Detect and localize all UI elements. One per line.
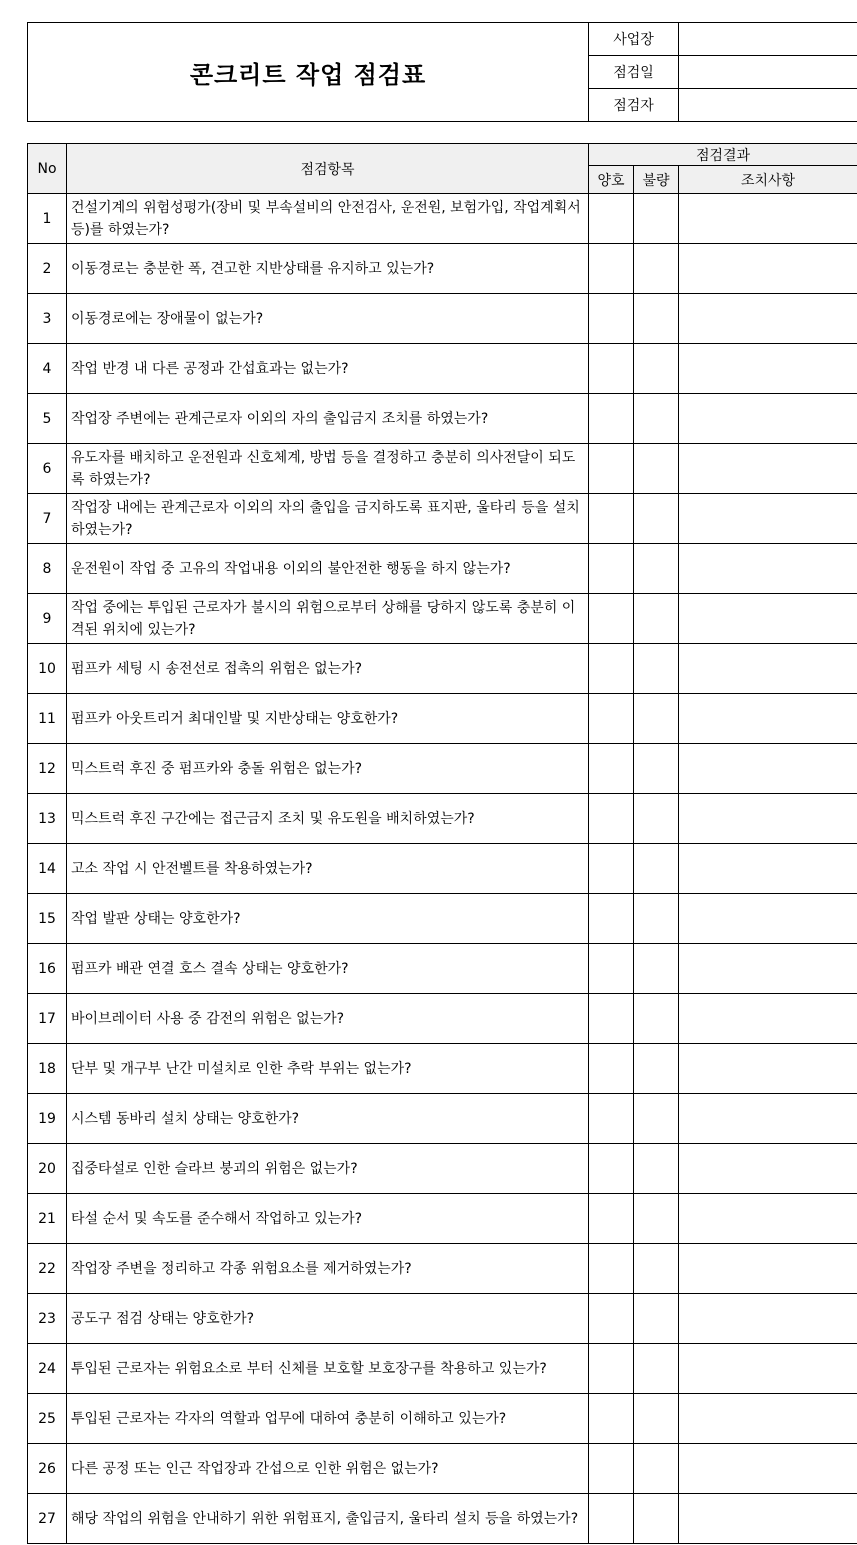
bad-checkbox-cell[interactable] (634, 444, 679, 494)
row-number: 15 (28, 894, 67, 944)
check-item-text: 펌프카 배관 연결 호스 결속 상태는 양호한가? (67, 944, 589, 994)
check-item-text: 믹스트럭 후진 구간에는 접근금지 조치 및 유도원을 배치하였는가? (67, 794, 589, 844)
good-checkbox-cell[interactable] (589, 194, 634, 244)
row-number: 16 (28, 944, 67, 994)
action-note-cell[interactable] (679, 1144, 857, 1194)
good-checkbox-cell[interactable] (589, 1044, 634, 1094)
row-number: 25 (28, 1394, 67, 1444)
good-checkbox-cell[interactable] (589, 1294, 634, 1344)
row-number: 17 (28, 994, 67, 1044)
row-number: 24 (28, 1344, 67, 1394)
bad-checkbox-cell[interactable] (634, 744, 679, 794)
good-checkbox-cell[interactable] (589, 1344, 634, 1394)
bad-checkbox-cell[interactable] (634, 594, 679, 644)
column-header-item: 점검항목 (67, 144, 589, 194)
check-item-text: 건설기계의 위험성평가(장비 및 부속설비의 안전검사, 운전원, 보험가입, 작업계획서 등)를 하였는가? (67, 194, 589, 244)
table-row (28, 294, 857, 344)
good-checkbox-cell[interactable] (589, 594, 634, 644)
action-note-cell[interactable] (679, 844, 857, 894)
table-row (28, 1244, 857, 1294)
good-checkbox-cell[interactable] (589, 394, 634, 444)
good-checkbox-cell[interactable] (589, 744, 634, 794)
good-checkbox-cell[interactable] (589, 1494, 634, 1544)
table-row (28, 1394, 857, 1444)
check-item-text: 작업 중에는 투입된 근로자가 불시의 위험으로부터 상해를 당하지 않도록 충분히 이격된 위치에 있는가? (67, 594, 589, 644)
check-item-text: 바이브레이터 사용 중 감전의 위험은 없는가? (67, 994, 589, 1044)
good-checkbox-cell[interactable] (589, 544, 634, 594)
action-note-cell[interactable] (679, 1044, 857, 1094)
good-checkbox-cell[interactable] (589, 894, 634, 944)
bad-checkbox-cell[interactable] (634, 1244, 679, 1294)
table-row (28, 744, 857, 794)
row-number: 7 (28, 494, 67, 544)
row-number: 6 (28, 444, 67, 494)
table-row (28, 694, 857, 744)
checklist-table (27, 143, 857, 1544)
bad-checkbox-cell[interactable] (634, 294, 679, 344)
good-checkbox-cell[interactable] (589, 1194, 634, 1244)
good-checkbox-cell[interactable] (589, 494, 634, 544)
bad-checkbox-cell[interactable] (634, 1444, 679, 1494)
bad-checkbox-cell[interactable] (634, 1044, 679, 1094)
action-note-cell[interactable] (679, 594, 857, 644)
bad-checkbox-cell[interactable] (634, 544, 679, 594)
row-number: 1 (28, 194, 67, 244)
table-row (28, 194, 857, 244)
column-header-bad: 불량 (634, 166, 679, 194)
row-number: 10 (28, 644, 67, 694)
action-note-cell[interactable] (679, 1344, 857, 1394)
inspection-date-label: 점검일 (589, 56, 679, 89)
good-checkbox-cell[interactable] (589, 844, 634, 894)
table-row (28, 1494, 857, 1544)
good-checkbox-cell[interactable] (589, 444, 634, 494)
action-note-cell[interactable] (679, 1294, 857, 1344)
table-row (28, 1094, 857, 1144)
bad-checkbox-cell[interactable] (634, 644, 679, 694)
good-checkbox-cell[interactable] (589, 344, 634, 394)
row-number: 23 (28, 1294, 67, 1344)
action-note-cell[interactable] (679, 1444, 857, 1494)
row-number: 5 (28, 394, 67, 444)
table-row (28, 494, 857, 544)
check-item-text: 작업 반경 내 다른 공정과 간섭효과는 없는가? (67, 344, 589, 394)
row-number: 26 (28, 1444, 67, 1494)
check-item-text: 이동경로에는 장애물이 없는가? (67, 294, 589, 344)
action-note-cell[interactable] (679, 444, 857, 494)
check-item-text: 투입된 근로자는 각자의 역할과 업무에 대하여 충분히 이해하고 있는가? (67, 1394, 589, 1444)
page-title: 콘크리트 작업 점검표 (28, 23, 589, 122)
row-number: 2 (28, 244, 67, 294)
good-checkbox-cell[interactable] (589, 794, 634, 844)
action-note-cell[interactable] (679, 194, 857, 244)
check-item-text: 이동경로는 충분한 폭, 견고한 지반상태를 유지하고 있는가? (67, 244, 589, 294)
table-row (28, 244, 857, 294)
table-row (28, 1044, 857, 1094)
table-row (28, 644, 857, 694)
good-checkbox-cell[interactable] (589, 1244, 634, 1294)
good-checkbox-cell[interactable] (589, 644, 634, 694)
good-checkbox-cell[interactable] (589, 994, 634, 1044)
action-note-cell[interactable] (679, 944, 857, 994)
good-checkbox-cell[interactable] (589, 1144, 634, 1194)
row-number: 22 (28, 1244, 67, 1294)
check-item-text: 작업장 내에는 관계근로자 이외의 자의 출입을 금지하도록 표지판, 울타리 등을 설치하였는가? (67, 494, 589, 544)
table-row (28, 894, 857, 944)
action-note-cell[interactable] (679, 1094, 857, 1144)
bad-checkbox-cell[interactable] (634, 1394, 679, 1444)
check-item-text: 펌프카 아웃트리거 최대인발 및 지반상태는 양호한가? (67, 694, 589, 744)
check-item-text: 시스템 동바리 설치 상태는 양호한가? (67, 1094, 589, 1144)
action-note-cell[interactable] (679, 1244, 857, 1294)
bad-checkbox-cell[interactable] (634, 1144, 679, 1194)
row-number: 14 (28, 844, 67, 894)
inspector-field[interactable] (679, 89, 857, 122)
table-row (28, 594, 857, 644)
row-number: 13 (28, 794, 67, 844)
bad-checkbox-cell[interactable] (634, 244, 679, 294)
row-number: 21 (28, 1194, 67, 1244)
table-row (28, 1344, 857, 1394)
column-header-good: 양호 (589, 166, 634, 194)
table-row (28, 1194, 857, 1244)
bad-checkbox-cell[interactable] (634, 1344, 679, 1394)
table-row (28, 1294, 857, 1344)
good-checkbox-cell[interactable] (589, 1394, 634, 1444)
check-item-text: 믹스트럭 후진 중 펌프카와 충돌 위험은 없는가? (67, 744, 589, 794)
inspection-date-field[interactable] (679, 56, 857, 89)
column-header-no: No (28, 144, 67, 194)
check-item-text: 작업장 주변을 정리하고 각종 위험요소를 제거하였는가? (67, 1244, 589, 1294)
action-note-cell[interactable] (679, 694, 857, 744)
check-item-text: 작업 발판 상태는 양호한가? (67, 894, 589, 944)
row-number: 20 (28, 1144, 67, 1194)
bad-checkbox-cell[interactable] (634, 794, 679, 844)
table-row (28, 944, 857, 994)
good-checkbox-cell[interactable] (589, 1094, 634, 1144)
row-number: 19 (28, 1094, 67, 1144)
action-note-cell[interactable] (679, 544, 857, 594)
good-checkbox-cell[interactable] (589, 944, 634, 994)
check-item-text: 집중타설로 인한 슬라브 붕괴의 위험은 없는가? (67, 1144, 589, 1194)
row-number: 9 (28, 594, 67, 644)
bad-checkbox-cell[interactable] (634, 344, 679, 394)
bad-checkbox-cell[interactable] (634, 1194, 679, 1244)
action-note-cell[interactable] (679, 994, 857, 1044)
action-note-cell[interactable] (679, 644, 857, 694)
action-note-cell[interactable] (679, 344, 857, 394)
good-checkbox-cell[interactable] (589, 694, 634, 744)
table-row (28, 1444, 857, 1494)
bad-checkbox-cell[interactable] (634, 1094, 679, 1144)
row-number: 18 (28, 1044, 67, 1094)
action-note-cell[interactable] (679, 1494, 857, 1544)
table-row (28, 394, 857, 444)
check-item-text: 고소 작업 시 안전벨트를 착용하였는가? (67, 844, 589, 894)
good-checkbox-cell[interactable] (589, 294, 634, 344)
bad-checkbox-cell[interactable] (634, 844, 679, 894)
row-number: 3 (28, 294, 67, 344)
row-number: 12 (28, 744, 67, 794)
action-note-cell[interactable] (679, 494, 857, 544)
site-label: 사업장 (589, 23, 679, 56)
row-number: 11 (28, 694, 67, 744)
action-note-cell[interactable] (679, 1394, 857, 1444)
check-item-text: 유도자를 배치하고 운전원과 신호체계, 방법 등을 결정하고 충분히 의사전달이 되도록 하였는가? (67, 444, 589, 494)
check-item-text: 운전원이 작업 중 고유의 작업내용 이외의 불안전한 행동을 하지 않는가? (67, 544, 589, 594)
good-checkbox-cell[interactable] (589, 1444, 634, 1494)
header-block (27, 22, 857, 122)
table-row (28, 544, 857, 594)
action-note-cell[interactable] (679, 1194, 857, 1244)
table-row (28, 794, 857, 844)
bad-checkbox-cell[interactable] (634, 194, 679, 244)
table-row (28, 994, 857, 1044)
bad-checkbox-cell[interactable] (634, 1294, 679, 1344)
row-number: 27 (28, 1494, 67, 1544)
check-item-text: 작업장 주변에는 관계근로자 이외의 자의 출입금지 조치를 하였는가? (67, 394, 589, 444)
bad-checkbox-cell[interactable] (634, 994, 679, 1044)
check-item-text: 펌프카 세팅 시 송전선로 접촉의 위험은 없는가? (67, 644, 589, 694)
check-item-text: 해당 작업의 위험을 안내하기 위한 위험표지, 출입금지, 울타리 설치 등을 하였는가? (67, 1494, 589, 1544)
table-row (28, 844, 857, 894)
check-item-text: 공도구 점검 상태는 양호한가? (67, 1294, 589, 1344)
check-item-text: 타설 순서 및 속도를 준수해서 작업하고 있는가? (67, 1194, 589, 1244)
table-row (28, 344, 857, 394)
bad-checkbox-cell[interactable] (634, 1494, 679, 1544)
column-header-result-group: 점검결과 (589, 144, 857, 166)
bad-checkbox-cell[interactable] (634, 944, 679, 994)
action-note-cell[interactable] (679, 244, 857, 294)
column-header-action: 조치사항 (679, 166, 857, 194)
check-item-text: 다른 공정 또는 인근 작업장과 간섭으로 인한 위험은 없는가? (67, 1444, 589, 1494)
action-note-cell[interactable] (679, 744, 857, 794)
inspector-label: 점검자 (589, 89, 679, 122)
bad-checkbox-cell[interactable] (634, 394, 679, 444)
good-checkbox-cell[interactable] (589, 244, 634, 294)
bad-checkbox-cell[interactable] (634, 694, 679, 744)
row-number: 4 (28, 344, 67, 394)
bad-checkbox-cell[interactable] (634, 894, 679, 944)
table-row (28, 444, 857, 494)
action-note-cell[interactable] (679, 794, 857, 844)
bad-checkbox-cell[interactable] (634, 494, 679, 544)
action-note-cell[interactable] (679, 894, 857, 944)
action-note-cell[interactable] (679, 294, 857, 344)
row-number: 8 (28, 544, 67, 594)
table-row (28, 1144, 857, 1194)
action-note-cell[interactable] (679, 394, 857, 444)
check-item-text: 투입된 근로자는 위험요소로 부터 신체를 보호할 보호장구를 착용하고 있는가? (67, 1344, 589, 1394)
check-item-text: 단부 및 개구부 난간 미설치로 인한 추락 부위는 없는가? (67, 1044, 589, 1094)
site-field[interactable] (679, 23, 857, 56)
